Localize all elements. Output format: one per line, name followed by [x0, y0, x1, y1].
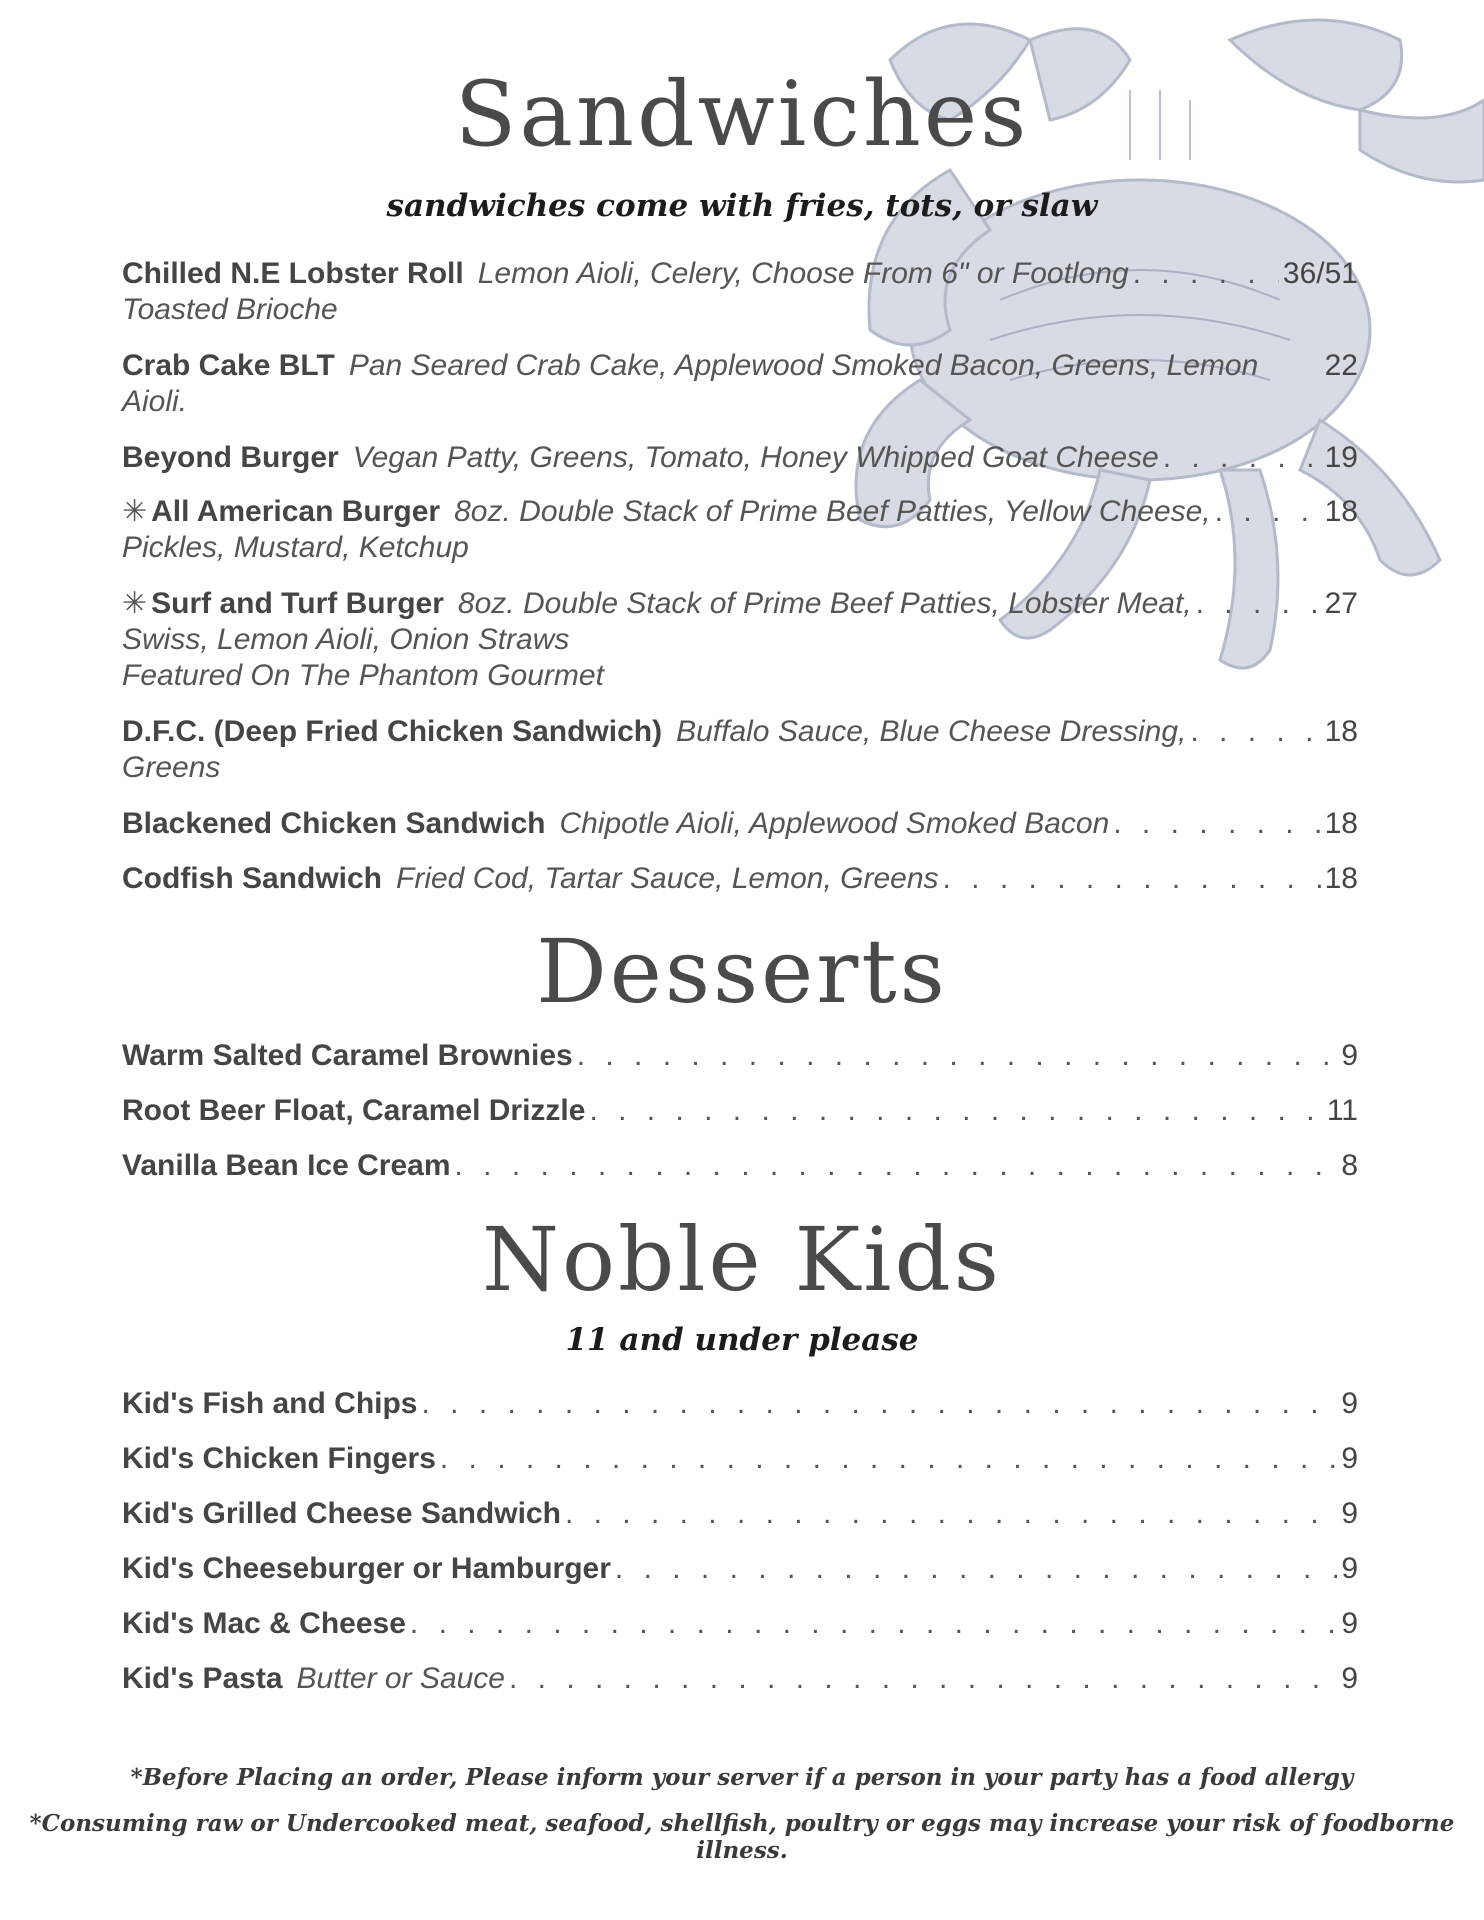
item-name: Warm Salted Caramel Brownies: [122, 1039, 573, 1072]
item-description-cont: Swiss, Lemon Aioli, Onion Straws: [122, 623, 570, 656]
item-price: 18: [1324, 495, 1358, 528]
item-name: Kid's Chicken Fingers: [122, 1442, 436, 1475]
menu-item: [122, 806, 1358, 842]
dot-leader: [1196, 586, 1321, 622]
item-name: Kid's Cheeseburger or Hamburger: [122, 1552, 611, 1585]
dot-leader: [440, 1441, 1337, 1477]
item-name: Surf and Turf Burger: [151, 587, 444, 620]
dot-leader: [1133, 256, 1279, 292]
item-name: Kid's Fish and Chips: [122, 1387, 418, 1420]
item-name: Chilled N.E Lobster Roll: [122, 257, 464, 290]
item-description: Buffalo Sauce, Blue Cheese Dressing,: [676, 715, 1187, 748]
item-price: 36/51: [1282, 257, 1358, 290]
dot-leader: [1113, 806, 1320, 842]
kids-title: Noble Kids: [482, 1208, 1002, 1311]
item-description: 8oz. Double Stack of Prime Beef Patties, Lobster Meat,: [457, 587, 1192, 620]
dot-leader: [1163, 440, 1321, 476]
item-price: 18: [1324, 807, 1358, 840]
menu-item: [122, 1386, 1358, 1422]
item-description-cont: Greens: [122, 751, 221, 784]
menu-item: [122, 440, 1358, 476]
item-name: Kid's Mac & Cheese: [122, 1607, 406, 1640]
item-name: Beyond Burger: [122, 441, 339, 474]
menu-item: [122, 348, 1358, 420]
dot-leader: [615, 1551, 1337, 1587]
item-name: Codfish Sandwich: [122, 862, 383, 895]
item-price: 19: [1324, 441, 1358, 474]
menu-item: [122, 1038, 1358, 1074]
consumption-warning: *Consuming raw or Undercooked meat, seafood, shellfish, poultry or eggs may increase your risk of foodborne illness.: [29, 1810, 1455, 1864]
chef-star-icon: ✳: [122, 495, 148, 528]
menu-item: [122, 861, 1358, 897]
item-description-cont: Pickles, Mustard, Ketchup: [122, 531, 469, 564]
item-description-cont: Toasted Brioche: [122, 293, 338, 326]
item-name: Vanilla Bean Ice Cream: [122, 1149, 451, 1182]
item-description: 8oz. Double Stack of Prime Beef Patties, Yellow Cheese,: [454, 495, 1211, 528]
desserts-title: Desserts: [536, 920, 948, 1023]
item-price: 9: [1341, 1442, 1358, 1475]
item-price: 11: [1326, 1094, 1358, 1127]
item-name: Kid's Pasta: [122, 1662, 283, 1695]
menu-item: [122, 714, 1358, 786]
item-name: All American Burger: [151, 495, 441, 528]
dot-leader: [422, 1386, 1338, 1422]
dot-leader: [943, 861, 1321, 897]
allergy-notice: *Before Placing an order, Please inform your server if a person in your party has a food allergy: [130, 1764, 1354, 1791]
item-description: Butter or Sauce: [296, 1662, 505, 1695]
item-price: 9: [1341, 1039, 1358, 1072]
dot-leader: [1190, 714, 1320, 750]
dot-leader: [410, 1606, 1337, 1642]
dot-leader: [577, 1038, 1338, 1074]
item-price: 22: [1324, 349, 1358, 382]
item-description: Chipotle Aioli, Applewood Smoked Bacon: [559, 807, 1110, 840]
dot-leader: [509, 1661, 1337, 1697]
chef-star-icon: ✳: [122, 587, 148, 620]
item-description: Lemon Aioli, Celery, Choose From 6" or Footlong: [477, 257, 1129, 290]
menu-item: [122, 1661, 1358, 1697]
item-description: Vegan Patty, Greens, Tomato, Honey Whipped Goat Cheese: [352, 441, 1159, 474]
item-name: Root Beer Float, Caramel Drizzle: [122, 1094, 586, 1127]
item-description-cont: Aioli.: [122, 385, 188, 418]
item-description: Fried Cod, Tartar Sauce, Lemon, Greens: [396, 862, 939, 895]
item-price: 8: [1341, 1149, 1358, 1182]
item-name: D.F.C. (Deep Fried Chicken Sandwich): [122, 715, 663, 748]
menu-item: [122, 1551, 1358, 1587]
menu-item: [122, 1496, 1358, 1532]
item-price: 18: [1324, 862, 1358, 895]
dot-leader: [589, 1093, 1322, 1129]
menu-item: [122, 1606, 1358, 1642]
item-price: 18: [1324, 715, 1358, 748]
menu-item: [122, 1093, 1358, 1129]
dot-leader: [455, 1148, 1338, 1184]
sandwiches-title: Sandwiches: [454, 62, 1030, 167]
menu-item: [122, 256, 1358, 328]
item-price: 9: [1341, 1607, 1358, 1640]
item-name: Kid's Grilled Cheese Sandwich: [122, 1497, 561, 1530]
item-price: 9: [1341, 1387, 1358, 1420]
sandwiches-subtitle: sandwiches come with fries, tots, or slaw: [386, 188, 1098, 224]
menu-item: [122, 1441, 1358, 1477]
item-price: 9: [1341, 1552, 1358, 1585]
dot-leader: [1215, 494, 1321, 530]
item-price: 9: [1341, 1497, 1358, 1530]
kids-subtitle: 11 and under please: [565, 1322, 919, 1358]
item-name: Crab Cake BLT: [122, 349, 335, 382]
item-description: Pan Seared Crab Cake, Applewood Smoked Bacon, Greens, Lemon: [348, 349, 1259, 382]
item-name: Blackened Chicken Sandwich: [122, 807, 546, 840]
menu-item: [122, 494, 1358, 566]
item-price: 27: [1324, 587, 1358, 620]
item-price: 9: [1341, 1662, 1358, 1695]
dot-leader: [565, 1496, 1337, 1532]
item-description-cont: Featured On The Phantom Gourmet: [122, 659, 604, 692]
menu-item: [122, 586, 1358, 694]
menu-item: [122, 1148, 1358, 1184]
